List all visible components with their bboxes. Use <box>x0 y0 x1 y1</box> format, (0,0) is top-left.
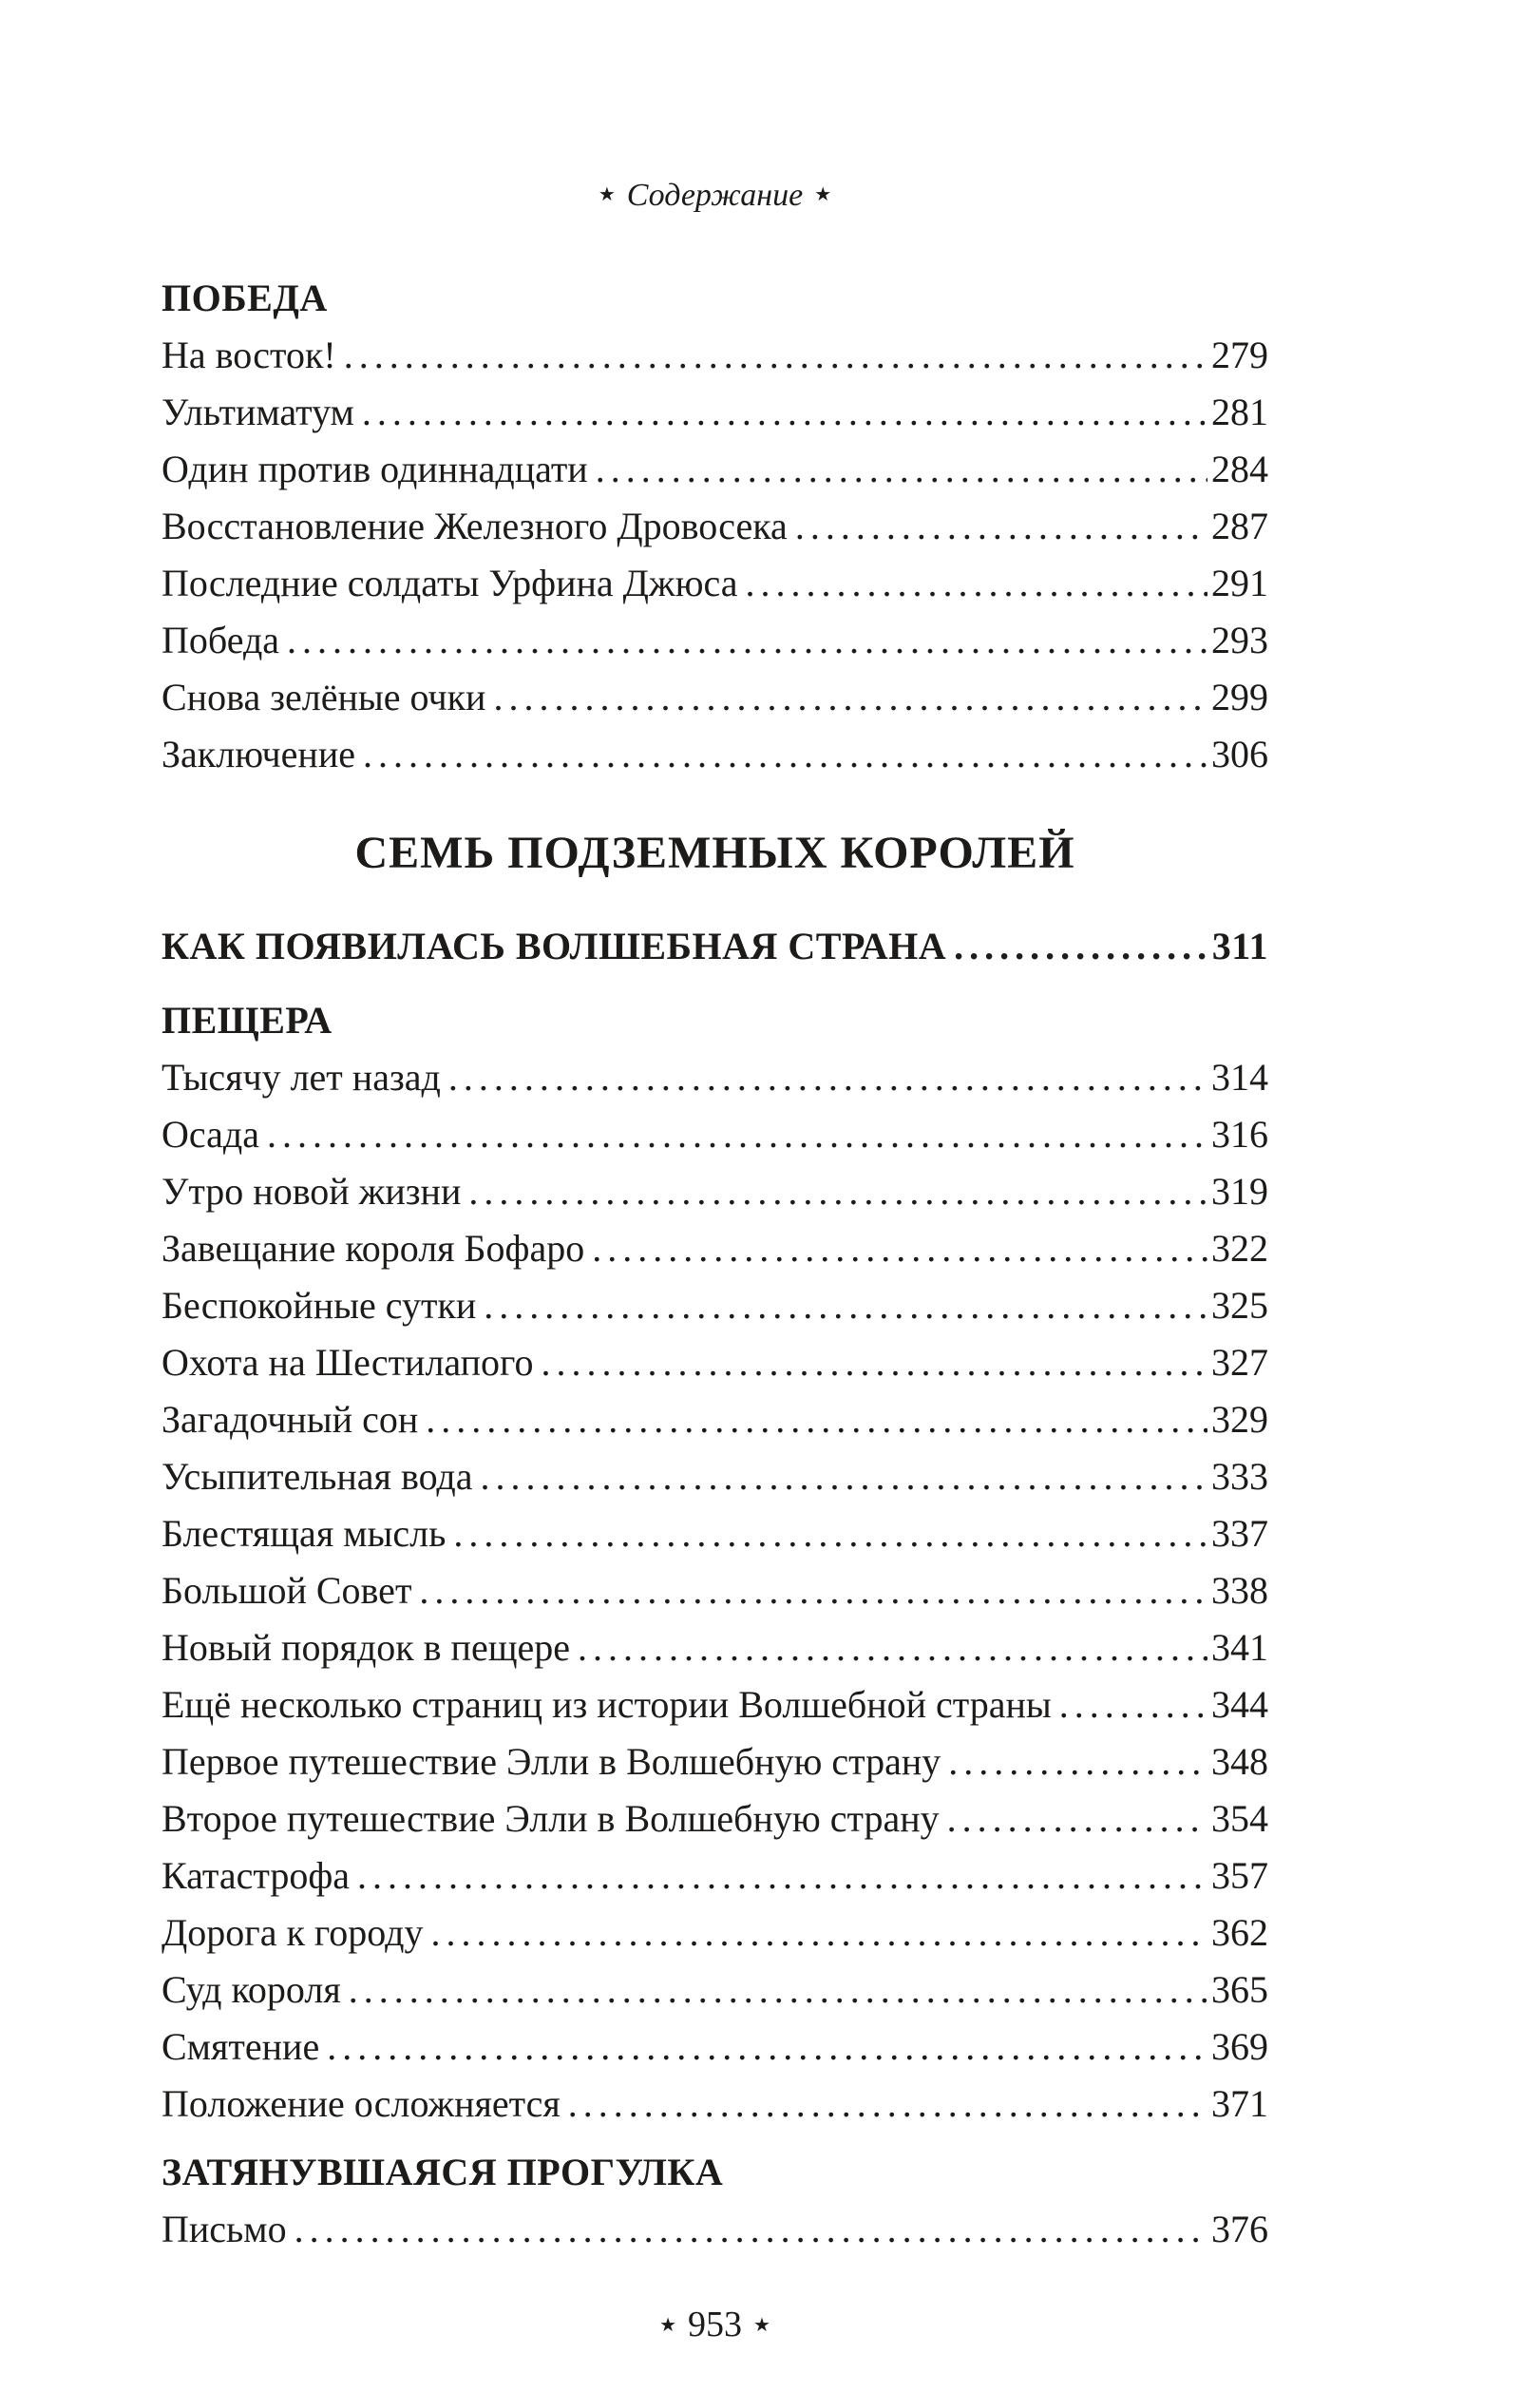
toc-entry-title: Письмо <box>162 2208 287 2250</box>
toc-section-progulka <box>162 2144 1268 2258</box>
toc-entry <box>162 1049 1268 1106</box>
toc-entry <box>162 498 1268 555</box>
toc-entry-page-number: 348 <box>1211 1740 1268 1783</box>
toc-entry <box>162 1163 1268 1220</box>
toc-entry-page-number: 341 <box>1211 1626 1268 1669</box>
dot-leader <box>948 1733 1207 1790</box>
toc-section-peshchera <box>162 992 1268 2133</box>
toc-entry-page-number: 362 <box>1211 1911 1268 1954</box>
running-head-title: Содержание <box>626 178 804 213</box>
dot-leader <box>947 1790 1207 1847</box>
dot-leader <box>541 1334 1207 1391</box>
dot-leader <box>431 1904 1208 1961</box>
toc-entry <box>162 1220 1268 1277</box>
toc-entry-title: Усыпительная вода <box>162 1455 473 1498</box>
dot-leader <box>453 1505 1207 1562</box>
toc-entry-title: Катастрофа <box>162 1854 350 1897</box>
toc-entry <box>162 1676 1268 1733</box>
toc-entry-title: Дорога к городу <box>162 1911 424 1954</box>
star-icon: ★ <box>598 184 616 205</box>
toc-entry-page-number: 329 <box>1211 1398 1268 1441</box>
toc-entry-title: Второе путешествие Элли в Волшебную страну <box>162 1797 940 1840</box>
dot-leader <box>363 726 1207 783</box>
toc-entry-page-number: 365 <box>1211 1968 1268 2011</box>
toc-entry-page-number: 354 <box>1211 1797 1268 1840</box>
toc-entries-pobeda <box>162 327 1268 783</box>
toc-entry <box>162 1733 1268 1790</box>
section-heading-pobeda: ПОБЕДА <box>162 277 328 319</box>
star-icon: ★ <box>814 184 832 205</box>
star-icon: ★ <box>659 2315 676 2336</box>
dot-leader <box>362 384 1207 441</box>
toc-entry-page-number: 306 <box>1211 733 1268 775</box>
toc-entry <box>162 612 1268 669</box>
toc-entry-title: Утро новой жизни <box>162 1170 462 1213</box>
toc-entry-title: Ещё несколько страниц из истории Волшебной страны <box>162 1683 1052 1726</box>
section-heading-progulka: ЗАТЯНУВШАЯСЯ ПРОГУЛКА <box>162 2151 724 2193</box>
toc-entry <box>162 441 1268 498</box>
toc-entry-page-number: 322 <box>1211 1227 1268 1270</box>
toc-section-pobeda <box>162 270 1268 783</box>
toc-entry-title: Большой Совет <box>162 1569 412 1612</box>
toc-entry <box>162 1904 1268 1961</box>
toc-entry-page-number: 344 <box>1211 1683 1268 1726</box>
toc-entry-title: Завещание короля Бофаро <box>162 1227 585 1270</box>
dot-leader <box>1059 1676 1207 1733</box>
toc-entry <box>162 1391 1268 1448</box>
dot-leader <box>349 1961 1207 2019</box>
toc-entry-page-number: 319 <box>1211 1170 1268 1213</box>
dot-leader <box>448 1049 1207 1106</box>
dot-leader <box>287 612 1207 669</box>
toc-entry-title: Новый порядок в пещере <box>162 1626 570 1669</box>
dot-leader <box>568 2076 1207 2133</box>
toc-entry <box>162 1505 1268 1562</box>
toc-entry-title: Тысячу лет назад <box>162 1056 441 1099</box>
dot-leader <box>357 1847 1207 1904</box>
toc-entry-title: Осада <box>162 1113 259 1156</box>
dot-leader <box>954 918 1208 975</box>
page-number: 953 <box>688 2305 742 2344</box>
dot-leader <box>295 2201 1207 2258</box>
toc-entry-title: Положение осложняется <box>162 2082 561 2125</box>
toc-entry <box>162 2201 1268 2258</box>
toc-entry-page-number: 327 <box>1211 1341 1268 1384</box>
dot-leader <box>419 1562 1207 1619</box>
toc-entry-page-number: 325 <box>1211 1284 1268 1327</box>
dot-leader <box>267 1106 1207 1163</box>
toc-entry <box>162 1562 1268 1619</box>
toc-entry <box>162 1334 1268 1391</box>
toc-entry <box>162 1277 1268 1334</box>
toc-entry-page-number: 287 <box>1211 505 1268 547</box>
toc-entry-title: Первое путешествие Элли в Волшебную страну <box>162 1740 941 1783</box>
dot-leader <box>578 1619 1207 1676</box>
toc-entry-page-number: 299 <box>1211 676 1268 718</box>
toc-entry <box>162 327 1268 384</box>
toc-entry-title: Суд короля <box>162 1968 341 2011</box>
toc-entry-page-number: 291 <box>1211 562 1268 604</box>
running-head <box>162 176 1268 215</box>
toc-entry <box>162 1961 1268 2019</box>
toc-entry-page-number: 311 <box>1211 925 1268 967</box>
toc-entry-title: Смятение <box>162 2025 320 2068</box>
part-title: СЕМЬ ПОДЗЕМНЫХ КОРОЛЕЙ <box>354 828 1075 878</box>
toc-entry-page-number: 338 <box>1211 1569 1268 1612</box>
toc-entry <box>162 1106 1268 1163</box>
toc-entry-page-number: 337 <box>1211 1512 1268 1555</box>
toc-entry-page-number: 279 <box>1211 334 1268 376</box>
toc-entry-title: Один против одиннадцати <box>162 448 588 490</box>
dot-leader <box>468 1163 1207 1220</box>
section-heading-peshchera: ПЕЩЕРА <box>162 999 333 1042</box>
toc-entry <box>162 1448 1268 1505</box>
toc-entry <box>162 1619 1268 1676</box>
toc-entries-peshchera <box>162 1049 1268 2133</box>
toc-entry-title: Снова зелёные очки <box>162 676 486 718</box>
toc-entry <box>162 726 1268 783</box>
toc-entry-title: Восстановление Железного Дровосека <box>162 505 788 547</box>
toc-entry-page-number: 357 <box>1211 1854 1268 1897</box>
toc-entry-page-number: 369 <box>1211 2025 1268 2068</box>
dot-leader <box>481 1448 1207 1505</box>
dot-leader <box>745 555 1207 612</box>
toc-entry-page-number: 376 <box>1211 2208 1268 2250</box>
toc-entry-title: На восток! <box>162 334 336 376</box>
toc-entry <box>162 2019 1268 2076</box>
toc-entry-title: Ультиматум <box>162 391 354 433</box>
toc-entries-progulka <box>162 2201 1268 2258</box>
toc-entry-page-number: 371 <box>1211 2082 1268 2125</box>
dot-leader <box>327 2019 1207 2076</box>
dot-leader <box>493 669 1207 726</box>
toc-entry <box>162 555 1268 612</box>
toc-entry-title: Блестящая мысль <box>162 1512 447 1555</box>
dot-leader <box>592 1220 1207 1277</box>
toc-entry-intro-chapter <box>162 918 1268 975</box>
toc-entry-page-number: 314 <box>1211 1056 1268 1099</box>
toc-entry-page-number: 316 <box>1211 1113 1268 1156</box>
toc-entry-title: Загадочный сон <box>162 1398 419 1441</box>
toc-entry <box>162 1847 1268 1904</box>
toc-entry-title: Охота на Шестилапого <box>162 1341 534 1384</box>
toc-entry <box>162 669 1268 726</box>
toc-entry-title: Беспокойные сутки <box>162 1284 477 1327</box>
dot-leader <box>795 498 1207 555</box>
page-number-footer <box>162 2304 1268 2346</box>
dot-leader <box>484 1277 1207 1334</box>
toc-entry <box>162 384 1268 441</box>
toc-entry-page-number: 293 <box>1211 619 1268 661</box>
star-icon: ★ <box>753 2315 770 2336</box>
toc-entry-page-number: 281 <box>1211 391 1268 433</box>
dot-leader <box>344 327 1207 384</box>
dot-leader <box>596 441 1207 498</box>
toc-entry-page-number: 284 <box>1211 448 1268 490</box>
toc-entry-title: Последние солдаты Урфина Джюса <box>162 562 738 604</box>
toc-entry-title: Заключение <box>162 733 355 775</box>
dot-leader <box>426 1391 1207 1448</box>
toc-entry-title: Победа <box>162 619 280 661</box>
toc-entry <box>162 2076 1268 2133</box>
toc-entry-title: КАК ПОЯВИЛАСЬ ВОЛШЕБНАЯ СТРАНА <box>162 925 947 967</box>
toc-entry-page-number: 333 <box>1211 1455 1268 1498</box>
toc-entry <box>162 1790 1268 1847</box>
